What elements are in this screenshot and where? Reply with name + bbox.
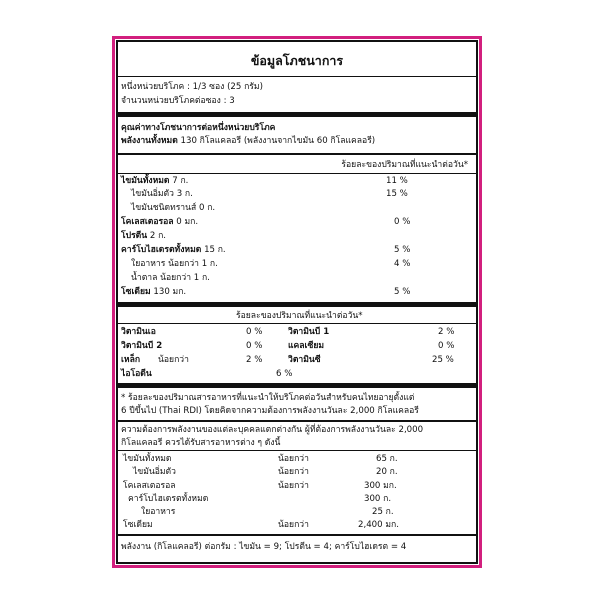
limit-qualifier: น้อยกว่า: [278, 467, 309, 477]
vitamin-label: เหล็ก: [121, 355, 141, 365]
nutrient-row: [131, 203, 215, 213]
nutrient-pct: 5 %: [394, 287, 411, 297]
per-serving-heading: คุณค่าทางโภชนาการต่อหนึ่งหน่วยบริโภค: [121, 123, 276, 133]
nutrient-row: [131, 259, 218, 269]
limit-value: 2,400 มก.: [358, 520, 399, 530]
nutrient-amount: 3 ก.: [176, 189, 193, 199]
energy-value: 130 กิโลแคลอรี (พลังงานจากไขมัน 60 กิโลแคลอรี): [180, 136, 376, 146]
limit-label: โซเดียม: [123, 520, 153, 530]
nutrient-label: ใยอาหาร: [131, 259, 166, 269]
rdi-footnote-line1: * ร้อยละของปริมาณสารอาหารที่แนะนำให้บริโภคต่อวันสำหรับคนไทยอายุตั้งแต่: [121, 393, 415, 403]
vitamin-pct: 0 %: [246, 341, 263, 351]
limit-value: 25 ก.: [372, 507, 394, 517]
nutrient-amount: 0 ก.: [199, 203, 216, 213]
rdi-footnote-line2: 6 ปีขึ้นไป (Thai RDI) โดยคิดจากความต้องการพลังงานวันละ 2,000 กิโลแคลอรี: [121, 406, 419, 416]
divider-thick: [118, 112, 476, 117]
nutrient-amount: น้อยกว่า 1 ก.: [160, 273, 210, 283]
nutrient-amount: 0 มก.: [176, 217, 199, 227]
limit-label: ไขมันทั้งหมด: [123, 454, 172, 464]
nutrient-pct: 15 %: [386, 189, 408, 199]
divider-thick: [118, 302, 476, 307]
vitamin-pct: 2 %: [246, 355, 263, 365]
limit-qualifier: น้อยกว่า: [278, 520, 309, 530]
divider-medium: [118, 420, 476, 422]
vitamin-label: วิตามินซี: [288, 355, 321, 365]
vitamin-pct: 2 %: [438, 327, 455, 337]
vitamin-note: น้อยกว่า: [158, 355, 189, 365]
nutrient-row: [121, 217, 198, 227]
nutrient-pct: 4 %: [394, 259, 411, 269]
vitamin-label: วิตามินบี 2: [121, 341, 163, 351]
vitamin-pct: 6 %: [276, 369, 293, 379]
limit-value: 300 ก.: [364, 494, 392, 504]
serving-size: หนึ่งหน่วยบริโภค : 1/3 ซอง (25 กรัม): [121, 82, 263, 92]
vitamin-pct: 25 %: [432, 355, 454, 365]
divider: [118, 76, 476, 77]
limit-label: ใยอาหาร: [141, 507, 176, 517]
energy-line: [121, 136, 375, 146]
nutrient-row: [131, 189, 193, 199]
limit-label: ไขมันอิ่มตัว: [133, 467, 176, 477]
nutrient-pct: 0 %: [394, 217, 411, 227]
nutrient-label: น้ำตาล: [131, 273, 158, 283]
nutrient-row: [121, 245, 226, 255]
divider-thick: [118, 383, 476, 388]
divider: [118, 173, 476, 174]
nutrient-pct: 11 %: [386, 176, 408, 186]
limit-label: โคเลสเตอรอล: [123, 481, 176, 491]
divider-medium: [118, 153, 476, 155]
nutrient-row: [121, 287, 186, 297]
nutrient-label: ไขมันชนิดทรานส์: [131, 203, 197, 213]
servings-per-pack: จำนวนหน่วยบริโภคต่อซอง : 3: [121, 96, 235, 106]
vitamins-header: ร้อยละของปริมาณที่แนะนำต่อวัน*: [236, 311, 363, 321]
limit-value: 300 มก.: [364, 481, 397, 491]
nutrient-row: [121, 176, 188, 186]
limit-value: 20 ก.: [376, 467, 398, 477]
energy-note-line2: กิโลแคลอรี ควรได้รับสารอาหารต่าง ๆ ดังนี้: [121, 438, 281, 448]
nutrient-label: โปรตีน: [121, 231, 148, 241]
nutrient-amount: 2 ก.: [149, 231, 167, 241]
nutrient-label: คาร์โบไฮเดรตทั้งหมด: [121, 245, 202, 255]
nutrient-label: โคเลสเตอรอล: [121, 217, 174, 227]
nutrient-label: ไขมันอิ่มตัว: [131, 189, 174, 199]
nutrient-label: โซเดียม: [121, 287, 151, 297]
limit-label: คาร์โบไฮเดรตทั้งหมด: [128, 494, 209, 504]
divider: [118, 323, 476, 324]
energy-label: พลังงานทั้งหมด: [121, 136, 178, 146]
nutrient-label: ไขมันทั้งหมด: [121, 176, 170, 186]
nutrient-amount: 15 ก.: [204, 245, 226, 255]
vitamin-pct: 0 %: [438, 341, 455, 351]
vitamin-label: วิตามินเอ: [121, 327, 156, 337]
limit-value: 65 ก.: [376, 454, 398, 464]
nutrient-pct: 5 %: [394, 245, 411, 255]
nutrient-amount: น้อยกว่า 1 ก.: [168, 259, 218, 269]
panel-title: ข้อมูลโภชนาการ: [250, 53, 344, 68]
divider-medium: [118, 534, 476, 536]
limit-qualifier: น้อยกว่า: [278, 454, 309, 464]
vitamin-label: ไอโอดีน: [121, 369, 152, 379]
divider: [118, 450, 476, 451]
dv-header: ร้อยละของปริมาณที่แนะนำต่อวัน*: [341, 160, 468, 170]
vitamin-label: วิตามินบี 1: [288, 327, 330, 337]
nutrient-amount: 7 ก.: [172, 176, 189, 186]
nutrient-amount: 130 มก.: [153, 287, 187, 297]
vitamin-pct: 0 %: [246, 327, 263, 337]
energy-conversion-note: พลังงาน (กิโลแคลอรี) ต่อกรัม : ไขมัน = 9; โปรตีน = 4; คาร์โบไฮเดรต = 4: [121, 542, 407, 552]
vitamin-label: แคลเซียม: [288, 341, 325, 351]
limit-qualifier: น้อยกว่า: [278, 481, 309, 491]
nutrition-facts-panel: [116, 40, 478, 564]
nutrient-row: [131, 273, 210, 283]
nutrient-row: [121, 231, 166, 241]
energy-note-line1: ความต้องการพลังงานของแต่ละบุคคลแตกต่างกัน ผู้ที่ต้องการพลังงานวันละ 2,000: [121, 425, 424, 435]
